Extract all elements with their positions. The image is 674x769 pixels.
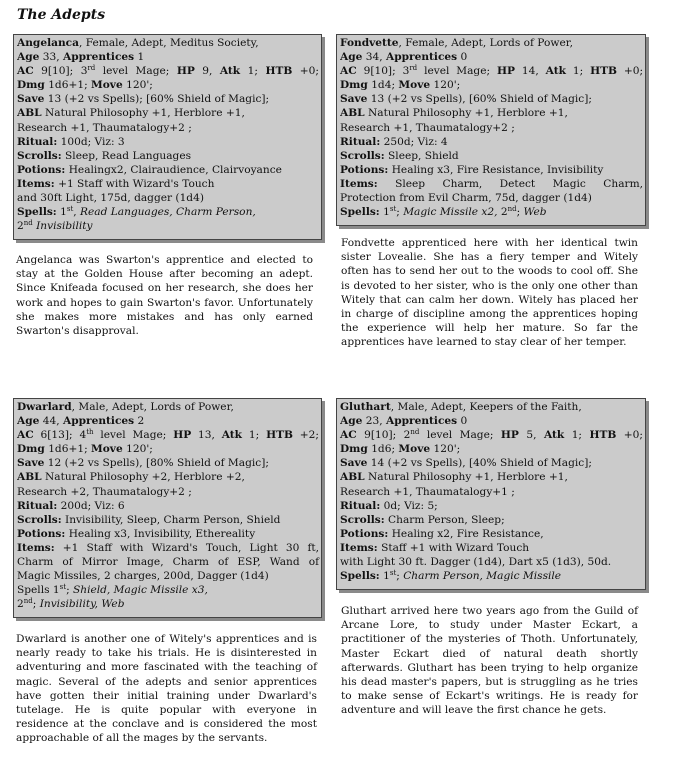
name-line: Angelanca, Female, Adept, Meditus Society, [17, 37, 259, 49]
abilities-line-2: Research +1, Thaumatalogy+2 ; [340, 121, 515, 134]
items-line: Items: +1 Staff with Wizard's Touch [17, 177, 215, 190]
spells-line: Spells: 1st, Read Languages, Charm Person, [17, 205, 256, 219]
age-line: Age 44, Apprentices 2 [17, 415, 145, 428]
scrolls-line: Scrolls: Sleep, Shield [340, 149, 459, 162]
ritual-line: Ritual: 200d; Viz: 6 [17, 499, 125, 512]
items-line-2: Charm of Mirror Image, Charm of ESP, Wand of [17, 556, 319, 569]
abilities-line-2: Research +2, Thaumatalogy+2 ; [17, 485, 192, 498]
name-line: Fondvette, Female, Adept, Lords of Power, [340, 37, 573, 49]
combat-line: AC 9[10]; 3rd level Mage; HP 14, Atk 1; HTB +0; [340, 64, 644, 78]
items-line-2: Protection from Evil Charm, 75d, dagger (1d4) [340, 192, 592, 205]
potions-line: Potions: Healingx2, Clairaudience, Clairvoyance [17, 163, 282, 176]
npc-name: Angelanca [17, 37, 79, 49]
page-title: The Adepts [17, 7, 106, 23]
potions-line: Potions: Healing x3, Invisibility, Ethereality [17, 527, 256, 540]
combat-line: AC 9[10]; 2nd level Mage; HP 5, Atk 1; HTB +0; [340, 428, 643, 442]
items-line-2: with Light 30 ft. Dagger (1d4), Dart x5 (1d3), 50d. [340, 556, 612, 569]
combat-line: AC 6[13]; 4th level Mage; HP 13, Atk 1; HTB +2; [17, 428, 319, 442]
spells-line-2: 2nd; Invisibility, Web [17, 597, 125, 611]
potions-line: Potions: Healing x2, Fire Resistance, [340, 527, 544, 540]
items-line-3: Magic Missiles, 2 charges, 200d, Dagger (1d4) [17, 570, 269, 583]
abilities-line: ABL Natural Philosophy +1, Herblore +1, [340, 107, 568, 120]
spells-line-2: 2nd Invisibility [17, 219, 93, 233]
damage-line: Dmg 1d6; Move 120'; [340, 443, 461, 456]
ritual-line: Ritual: 250d; Viz: 4 [340, 135, 448, 148]
npc-name: Dwarlard [17, 401, 72, 413]
npc-description-gluthart: Gluthart arrived here two years ago from the Guild of Arcane Lore, to study under Master Eckart, a practitioner of the mysteries of Thoth. Unfortunately, Master Eckart died of natural death shortly afterwards. Gluthart has been trying to help organize his dead master's papers, but is struggling as he tries to make sense of Eckart's writings. He is ready for adventure and will leave the first chance he gets. [341, 605, 638, 717]
combat-line: AC 9[10]; 3rd level Mage; HP 9, Atk 1; HTB +0; [17, 64, 319, 78]
save-line: Save 12 (+2 vs Spells), [80% Shield of Magic]; [17, 457, 269, 470]
damage-line: Dmg 1d4; Move 120'; [340, 79, 461, 92]
stat-block-dwarlard [13, 398, 322, 618]
age-line: Age 23, Apprentices 0 [340, 415, 468, 428]
age-line: Age 34, Apprentices 0 [340, 51, 468, 64]
abilities-line: ABL Natural Philosophy +1, Herblore +1, [340, 471, 568, 484]
scrolls-line: Scrolls: Invisibility, Sleep, Charm Person, Shield [17, 513, 281, 526]
npc-description-fondvette: Fondvette apprenticed here with her identical twin sister Lovealie. She has a fiery temper and Witely often has to send her out to the woods to cool off. She is devoted to her sister, who is the only one other than Witely that can calm her down. Witely has placed her in charge of discipline among the apprentices hoping the experience will help her mature. So far the apprentices have learned to stay clear of her temper. [341, 237, 638, 349]
damage-line: Dmg 1d6+1; Move 120'; [17, 443, 153, 456]
npc-description-angelanca: Angelanca was Swarton's apprentice and elected to stay at the Golden House after becoming an adept. Since Knifeada focused on her research, she does her work and hopes to gain Swarton's favor. Unfortunately she makes more mistakes and has only earned Swarton's disapproval. [16, 254, 313, 338]
save-line: Save 13 (+2 vs Spells), [60% Shield of Magic]; [340, 93, 592, 106]
scrolls-line: Scrolls: Sleep, Read Languages [17, 149, 192, 162]
abilities-line: ABL Natural Philosophy +2, Herblore +2, [17, 471, 245, 484]
scrolls-line: Scrolls: Charm Person, Sleep; [340, 513, 505, 526]
abilities-line-2: Research +1, Thaumatalogy+1 ; [340, 485, 515, 498]
abilities-line: ABL Natural Philosophy +1, Herblore +1, [17, 107, 245, 120]
npc-description-dwarlard: Dwarlard is another one of Witely's apprentices and is nearly ready to take his trials. He is disinterested in adventuring and more fascinated with the teaching of magic. Several of the adepts and senior apprentices have gotten their initial training under Dwarlard's tutelage. He is quite popular with everyone in residence at the conclave and is considered the most approachable of all the mages by the servants. [16, 633, 317, 745]
name-line: Gluthart, Male, Adept, Keepers of the Faith, [340, 401, 582, 413]
spells-line: Spells: 1st; Magic Missile x2, 2nd; Web [340, 205, 547, 219]
name-line: Dwarlard, Male, Adept, Lords of Power, [17, 401, 234, 413]
items-line: Items: Sleep Charm, Detect Magic Charm, [340, 177, 643, 190]
npc-name: Gluthart [340, 401, 391, 413]
stat-block-angelanca [13, 34, 322, 240]
ritual-line: Ritual: 100d; Viz: 3 [17, 135, 125, 148]
npc-name: Fondvette [340, 37, 399, 49]
items-line: Items: +1 Staff with Wizard's Touch, Light 30 ft, [17, 541, 319, 554]
stat-block-fondvette [336, 34, 646, 226]
ritual-line: Ritual: 0d; Viz: 5; [340, 499, 438, 512]
items-line: Items: Staff +1 with Wizard Touch [340, 541, 530, 554]
potions-line: Potions: Healing x3, Fire Resistance, Invisibility [340, 163, 604, 176]
save-line: Save 14 (+2 vs Spells), [40% Shield of Magic]; [340, 457, 592, 470]
items-line-2: and 30ft Light, 175d, dagger (1d4) [17, 192, 204, 205]
age-line: Age 33, Apprentices 1 [17, 51, 145, 64]
abilities-line-2: Research +1, Thaumatalogy+2 ; [17, 121, 192, 134]
damage-line: Dmg 1d6+1; Move 120'; [17, 79, 153, 92]
spells-line: Spells: 1st; Charm Person, Magic Missile [340, 569, 562, 583]
stat-block-gluthart [336, 398, 646, 590]
spells-line: Spells 1st; Shield, Magic Missile x3, [17, 583, 208, 597]
save-line: Save 13 (+2 vs Spells); [60% Shield of Magic]; [17, 93, 270, 106]
